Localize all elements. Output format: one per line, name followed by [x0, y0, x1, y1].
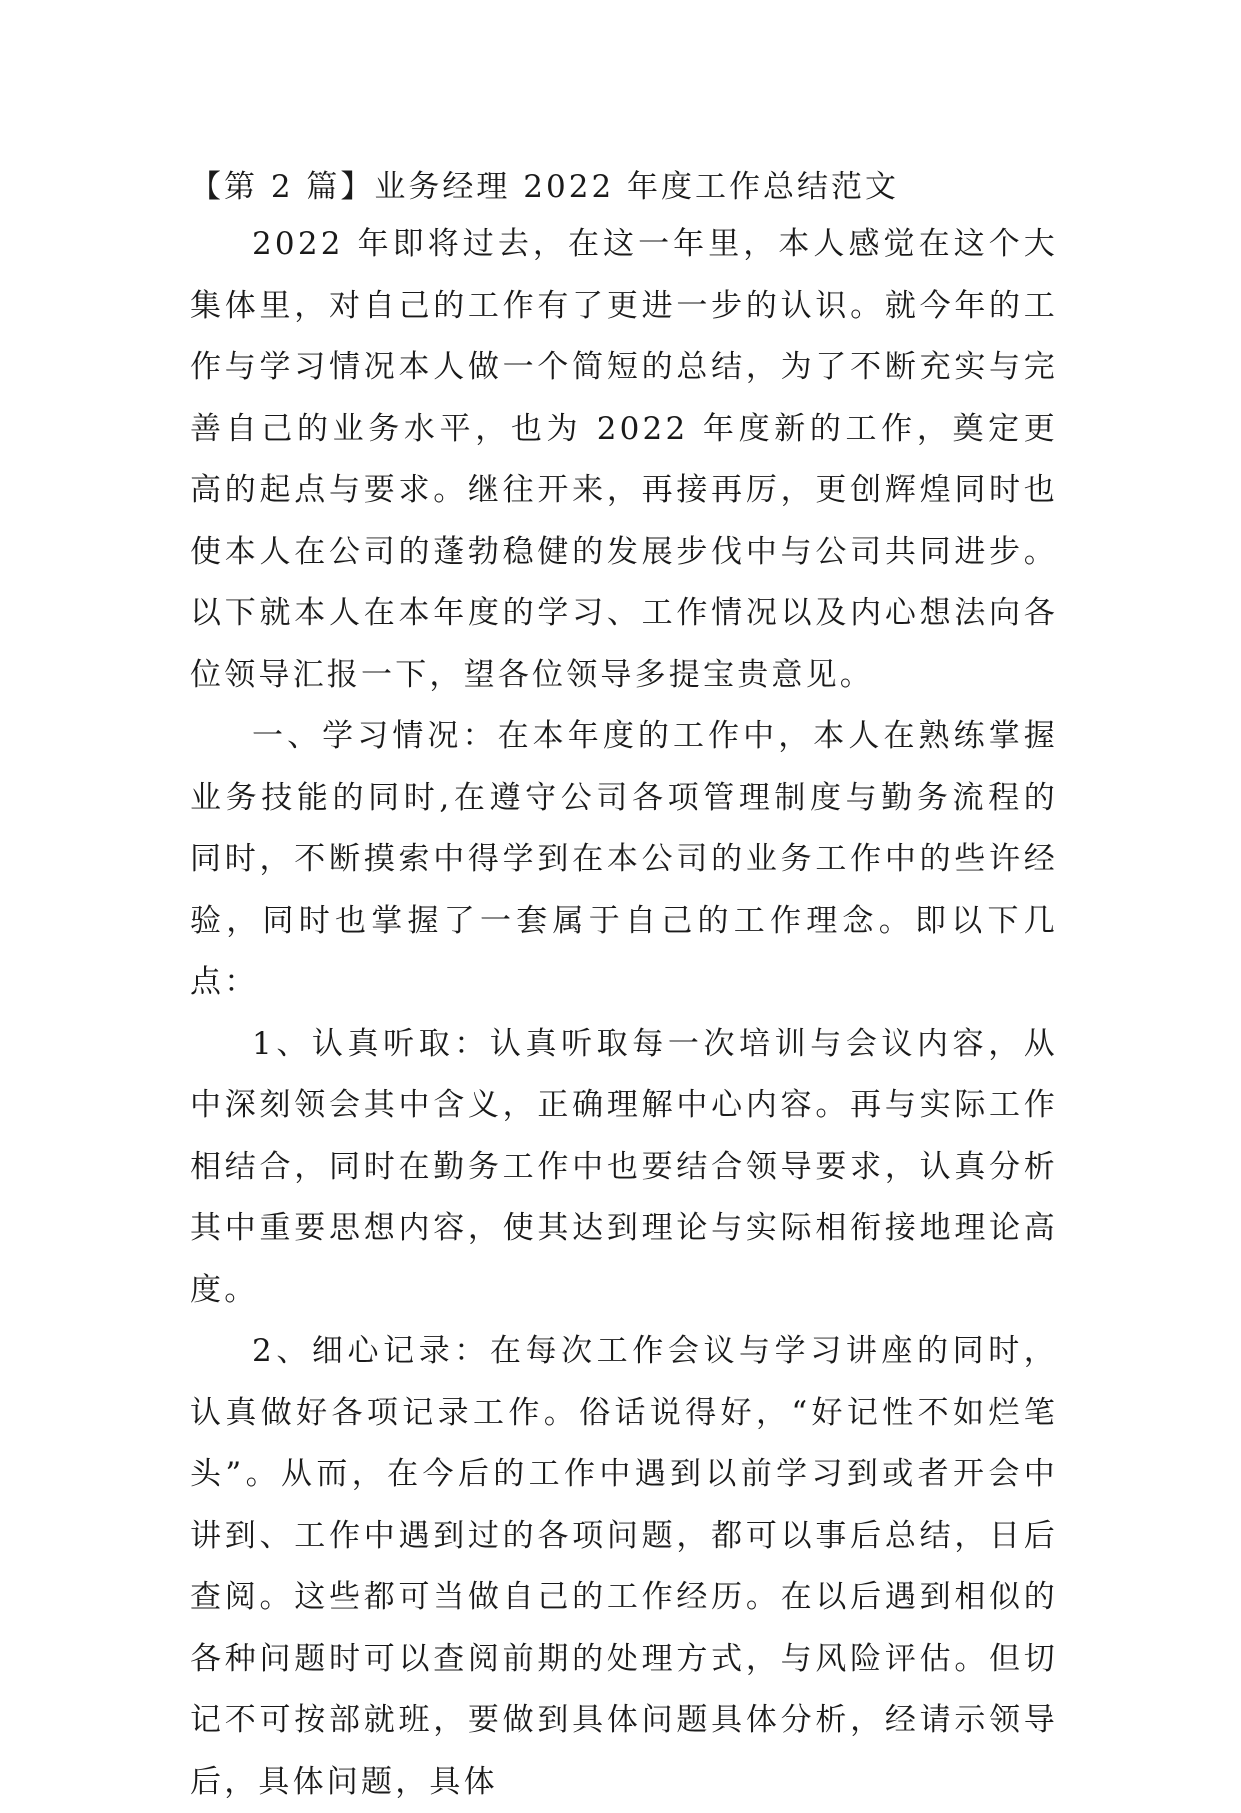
paragraph-intro: 2022 年即将过去，在这一年里，本人感觉在这个大集体里，对自己的工作有了更进一步的认识。就今年的工作与学习情况本人做一个简短的总结，为了不断充实与完善自己的业务水平，也为 2022 年度新的工作，奠定更高的起点与要求。继往开来，再接再厉，更创辉煌同时也使本人在公司的蓬勃稳健的发展步伐中与公司共同进步。以下就本人在本年度的学习、工作情况以及内心想法向各位领导汇报一下，望各位领导多提宝贵意见。: [190, 226, 1058, 693]
paragraph-study-situation: 一、学习情况：在本年度的工作中，本人在熟练掌握业务技能的同时,在遵守公司各项管理制度与勤务流程的同时，不断摸索中得学到在本公司的业务工作中的些许经验，同时也掌握了一套属于自己的工作理念。即以下几点：: [190, 718, 1058, 1000]
document-body: [190, 160, 1058, 1813]
document-title: 【第 2 篇】业务经理 2022 年度工作总结范文: [190, 169, 900, 205]
paragraph-careful-notes: 2、细心记录：在每次工作会议与学习讲座的同时，认真做好各项记录工作。俗话说得好，“好记性不如烂笔头”。从而，在今后的工作中遇到以前学习到或者开会中讲到、工作中遇到过的各项问题，都可以事后总结，日后查阅。这些都可当做自己的工作经历。在以后遇到相似的各种问题时可以查阅前期的处理方式，与风险评估。但切记不可按部就班，要做到具体问题具体分析，经请示领导后，具体问题，具体: [190, 1333, 1058, 1800]
paragraph-careful-listening: 1、认真听取：认真听取每一次培训与会议内容，从中深刻领会其中含义，正确理解中心内容。再与实际工作相结合，同时在勤务工作中也要结合领导要求，认真分析其中重要思想内容，使其达到理论与实际相衔接地理论高度。: [190, 1025, 1058, 1308]
